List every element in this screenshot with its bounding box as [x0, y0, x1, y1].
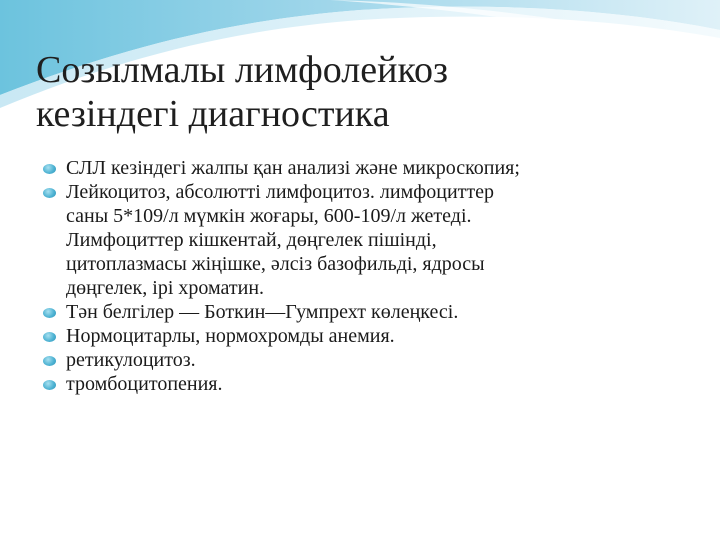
bullet-text: ретикулоцитоз.	[66, 349, 196, 371]
bullet-item	[42, 324, 682, 348]
bullet-text: Лейкоцитоз, абсолютті лимфоцитоз. лимфоциттер	[66, 181, 494, 203]
bullet-text: Лимфоциттер кішкентай, дөңгелек пішінді,	[66, 229, 437, 251]
bullet-dot-icon	[43, 308, 56, 318]
bullet-text: СЛЛ кезіндегі жалпы қан анализі және микроскопия;	[66, 157, 520, 179]
bullet-dot-icon	[43, 380, 56, 390]
bullet-text: Тән белгілер — Боткин—Гумпрехт көлеңкесі.	[66, 301, 459, 323]
bullet-dot-icon	[43, 164, 56, 174]
slide-title	[36, 48, 676, 136]
slide-title-line: Созылмалы лимфолейкоз	[36, 49, 449, 91]
bullet-item	[42, 180, 682, 300]
bullet-text: Нормоцитарлы, нормохромды анемия.	[66, 325, 395, 347]
bullet-text: цитоплазмасы жіңішке, әлсіз базофильді, ядросы	[66, 253, 485, 275]
bullet-list	[42, 156, 682, 396]
bullet-item	[42, 372, 682, 396]
bullet-item	[42, 348, 682, 372]
bullet-text: дөңгелек, ірі хроматин.	[66, 277, 265, 299]
bullet-text: саны 5*109/л мүмкін жоғары, 600-109/л жетеді.	[66, 205, 472, 227]
slide-title-line: кезіндегі диагностика	[36, 93, 390, 135]
bullet-item	[42, 300, 682, 324]
bullet-dot-icon	[43, 332, 56, 342]
bullet-item	[42, 156, 682, 180]
bullet-dot-icon	[43, 188, 56, 198]
bullet-text: тромбоцитопения.	[66, 373, 223, 395]
bullet-dot-icon	[43, 356, 56, 366]
